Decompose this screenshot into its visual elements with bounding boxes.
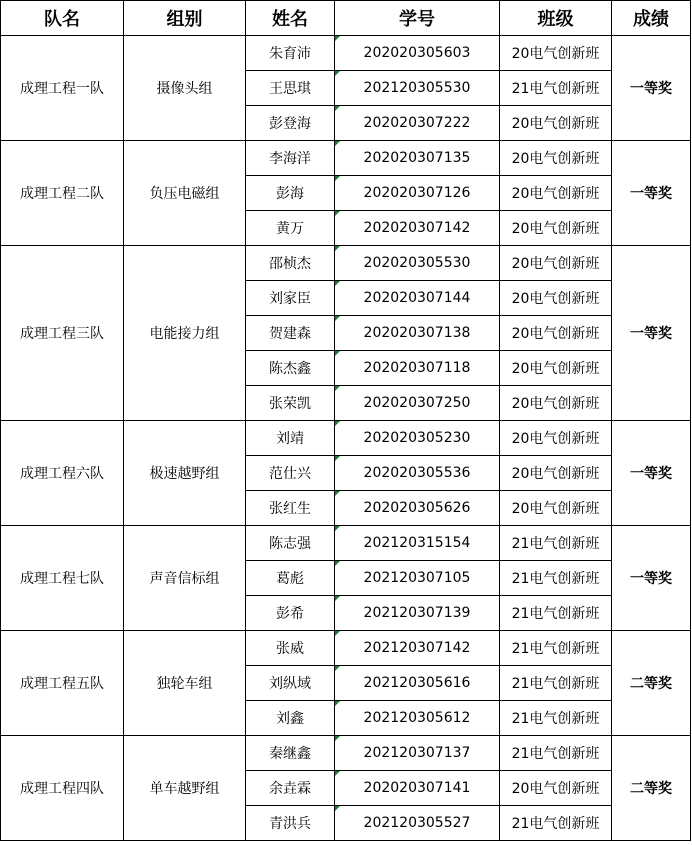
cell-comment-marker-icon <box>335 71 340 76</box>
student-name-cell: 朱育沛 <box>246 36 335 71</box>
cell-comment-marker-icon <box>335 386 340 391</box>
group-cell: 极速越野组 <box>124 421 246 526</box>
header-group: 组别 <box>124 1 246 36</box>
award-cell: 二等奖 <box>612 736 691 841</box>
header-award: 成绩 <box>612 1 691 36</box>
team-name-cell: 成理工程五队 <box>1 631 124 736</box>
student-name-cell: 黄万 <box>246 211 335 246</box>
student-name-cell: 贺建森 <box>246 316 335 351</box>
table-row <box>1 246 691 281</box>
student-class-cell: 20电气创新班 <box>500 106 612 141</box>
cell-comment-marker-icon <box>335 281 340 286</box>
award-cell: 一等奖 <box>612 246 691 421</box>
table-row <box>1 526 691 561</box>
student-id-cell <box>335 666 500 701</box>
award-cell: 一等奖 <box>612 526 691 631</box>
student-class-cell: 20电气创新班 <box>500 246 612 281</box>
cell-comment-marker-icon <box>335 631 340 636</box>
student-class-cell: 21电气创新班 <box>500 736 612 771</box>
student-name-cell: 葛彪 <box>246 561 335 596</box>
team-name-cell: 成理工程二队 <box>1 141 124 246</box>
student-class-cell: 20电气创新班 <box>500 456 612 491</box>
cell-comment-marker-icon <box>335 36 340 41</box>
student-id-cell <box>335 141 500 176</box>
table-body <box>1 36 691 841</box>
cell-comment-marker-icon <box>335 561 340 566</box>
student-id-cell <box>335 71 500 106</box>
student-id-cell <box>335 596 500 631</box>
student-id-text: 202120305527 <box>363 815 471 831</box>
student-id-text: 202120305530 <box>363 80 471 96</box>
student-name-cell: 青洪兵 <box>246 806 335 841</box>
student-id-text: 202020307142 <box>363 220 471 236</box>
student-name-cell: 彭希 <box>246 596 335 631</box>
cell-comment-marker-icon <box>335 211 340 216</box>
student-id-text: 202020305230 <box>363 430 471 446</box>
cell-comment-marker-icon <box>335 106 340 111</box>
award-cell: 一等奖 <box>612 141 691 246</box>
student-id-text: 202120307105 <box>363 570 471 586</box>
student-id-cell <box>335 491 500 526</box>
award-cell: 一等奖 <box>612 36 691 141</box>
student-class-cell: 20电气创新班 <box>500 211 612 246</box>
student-id-cell <box>335 106 500 141</box>
student-id-text: 202120315154 <box>363 535 471 551</box>
cell-comment-marker-icon <box>335 246 340 251</box>
student-name-cell: 张威 <box>246 631 335 666</box>
student-name-cell: 彭登海 <box>246 106 335 141</box>
cell-comment-marker-icon <box>335 491 340 496</box>
student-name-cell: 张荣凯 <box>246 386 335 421</box>
group-cell: 摄像头组 <box>124 36 246 141</box>
student-id-cell <box>335 351 500 386</box>
team-name-cell: 成理工程六队 <box>1 421 124 526</box>
student-name-cell: 王思琪 <box>246 71 335 106</box>
student-name-cell: 范仕兴 <box>246 456 335 491</box>
student-id-text: 202020307138 <box>363 325 471 341</box>
student-id-cell <box>335 526 500 561</box>
header-row <box>1 1 691 36</box>
student-name-cell: 张红生 <box>246 491 335 526</box>
student-class-cell: 20电气创新班 <box>500 141 612 176</box>
student-id-text: 202020305626 <box>363 500 471 516</box>
student-id-cell <box>335 281 500 316</box>
student-id-cell <box>335 631 500 666</box>
student-class-cell: 21电气创新班 <box>500 596 612 631</box>
header-name: 姓名 <box>246 1 335 36</box>
team-name-cell: 成理工程一队 <box>1 36 124 141</box>
student-id-cell <box>335 316 500 351</box>
cell-comment-marker-icon <box>335 596 340 601</box>
student-class-cell: 20电气创新班 <box>500 771 612 806</box>
cell-comment-marker-icon <box>335 666 340 671</box>
student-id-cell <box>335 771 500 806</box>
cell-comment-marker-icon <box>335 736 340 741</box>
student-class-cell: 21电气创新班 <box>500 561 612 596</box>
table-row <box>1 736 691 771</box>
cell-comment-marker-icon <box>335 421 340 426</box>
student-id-cell <box>335 421 500 456</box>
student-class-cell: 21电气创新班 <box>500 666 612 701</box>
student-class-cell: 21电气创新班 <box>500 701 612 736</box>
student-class-cell: 20电气创新班 <box>500 421 612 456</box>
student-id-cell <box>335 246 500 281</box>
student-id-cell <box>335 806 500 841</box>
student-id-text: 202020307250 <box>363 395 471 411</box>
student-id-cell <box>335 701 500 736</box>
header-team: 队名 <box>1 1 124 36</box>
student-class-cell: 20电气创新班 <box>500 36 612 71</box>
student-id-text: 202020307144 <box>363 290 471 306</box>
cell-comment-marker-icon <box>335 806 340 811</box>
cell-comment-marker-icon <box>335 526 340 531</box>
student-id-text: 202020307118 <box>363 360 471 376</box>
team-name-cell: 成理工程七队 <box>1 526 124 631</box>
student-class-cell: 21电气创新班 <box>500 631 612 666</box>
student-id-text: 202020307135 <box>363 150 471 166</box>
student-name-cell: 陈杰鑫 <box>246 351 335 386</box>
student-id-text: 202020307222 <box>363 115 471 131</box>
student-name-cell: 刘鑫 <box>246 701 335 736</box>
header-class: 班级 <box>500 1 612 36</box>
student-name-cell: 彭海 <box>246 176 335 211</box>
student-name-cell: 余垚霖 <box>246 771 335 806</box>
student-id-text: 202120307142 <box>363 640 471 656</box>
student-class-cell: 21电气创新班 <box>500 806 612 841</box>
group-cell: 电能接力组 <box>124 246 246 421</box>
student-class-cell: 21电气创新班 <box>500 71 612 106</box>
cell-comment-marker-icon <box>335 176 340 181</box>
cell-comment-marker-icon <box>335 771 340 776</box>
student-id-cell <box>335 736 500 771</box>
table-row <box>1 421 691 456</box>
cell-comment-marker-icon <box>335 316 340 321</box>
student-id-text: 202120305616 <box>363 675 471 691</box>
student-class-cell: 20电气创新班 <box>500 491 612 526</box>
cell-comment-marker-icon <box>335 351 340 356</box>
student-id-text: 202020307141 <box>363 780 471 796</box>
student-class-cell: 21电气创新班 <box>500 526 612 561</box>
student-class-cell: 20电气创新班 <box>500 316 612 351</box>
student-id-cell <box>335 36 500 71</box>
student-name-cell: 刘家臣 <box>246 281 335 316</box>
student-name-cell: 陈志强 <box>246 526 335 561</box>
student-id-text: 202020305536 <box>363 465 471 481</box>
student-id-text: 202120307139 <box>363 605 471 621</box>
table-row <box>1 141 691 176</box>
student-id-cell <box>335 176 500 211</box>
student-name-cell: 邵桢杰 <box>246 246 335 281</box>
cell-comment-marker-icon <box>335 701 340 706</box>
student-class-cell: 20电气创新班 <box>500 386 612 421</box>
student-id-cell <box>335 211 500 246</box>
student-class-cell: 20电气创新班 <box>500 281 612 316</box>
group-cell: 声音信标组 <box>124 526 246 631</box>
cell-comment-marker-icon <box>335 141 340 146</box>
student-class-cell: 20电气创新班 <box>500 351 612 386</box>
student-id-text: 202020307126 <box>363 185 471 201</box>
header-student-id: 学号 <box>335 1 500 36</box>
student-id-cell <box>335 561 500 596</box>
table-row <box>1 36 691 71</box>
award-cell: 二等奖 <box>612 631 691 736</box>
student-id-cell <box>335 456 500 491</box>
student-name-cell: 刘纵域 <box>246 666 335 701</box>
student-name-cell: 李海洋 <box>246 141 335 176</box>
student-name-cell: 刘靖 <box>246 421 335 456</box>
table-row <box>1 631 691 666</box>
student-id-text: 202020305530 <box>363 255 471 271</box>
student-id-text: 202120305612 <box>363 710 471 726</box>
student-class-cell: 20电气创新班 <box>500 176 612 211</box>
group-cell: 单车越野组 <box>124 736 246 841</box>
student-name-cell: 秦继鑫 <box>246 736 335 771</box>
student-id-text: 202120307137 <box>363 745 471 761</box>
cell-comment-marker-icon <box>335 456 340 461</box>
student-id-cell <box>335 386 500 421</box>
group-cell: 负压电磁组 <box>124 141 246 246</box>
team-name-cell: 成理工程三队 <box>1 246 124 421</box>
award-cell: 一等奖 <box>612 421 691 526</box>
student-id-text: 202020305603 <box>363 45 471 61</box>
team-name-cell: 成理工程四队 <box>1 736 124 841</box>
group-cell: 独轮车组 <box>124 631 246 736</box>
